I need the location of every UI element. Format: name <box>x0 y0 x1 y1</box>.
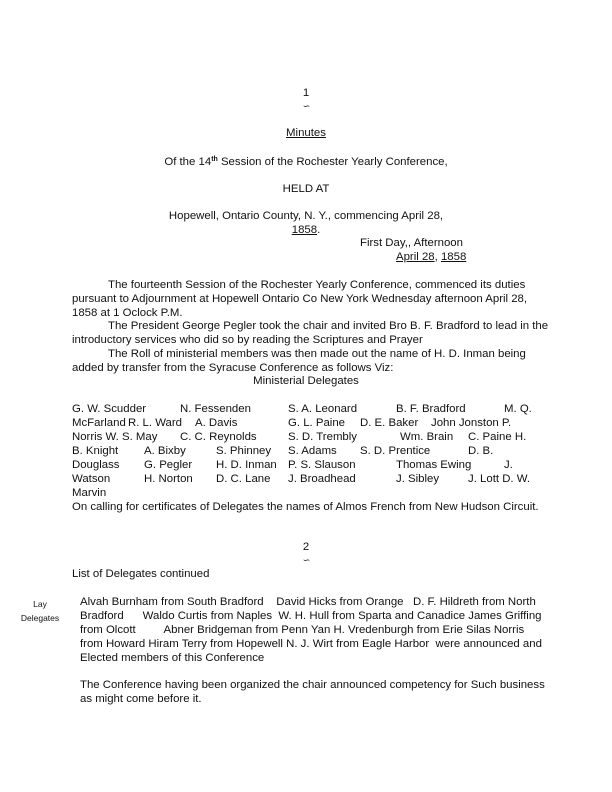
delegate-name: Wm. Brain <box>400 431 454 443</box>
delegate-row <box>72 473 530 487</box>
delegate-name: S. A. Leonard <box>288 403 358 415</box>
ornament-icon: ∽ <box>302 101 310 111</box>
held-at: HELD AT <box>282 183 330 195</box>
paragraph-2: The President George Pegler took the chair and invited Bro B. F. Bradford to lead in the introductory services who did so by reading the Scriptures and Prayer <box>72 320 549 346</box>
delegate-name: Marvin <box>72 487 107 499</box>
delegate-name: G. W. Scudder <box>72 403 147 415</box>
delegate-row <box>72 487 106 501</box>
delegate-name: A. Bixby <box>144 445 186 457</box>
delegate-name: Thomas Ewing <box>396 459 472 471</box>
delegate-name: M. Q. <box>504 403 532 415</box>
delegate-name: D. C. Lane <box>216 473 271 485</box>
delegate-name: C. Paine H. <box>468 431 527 443</box>
delegate-name: S. Adams <box>288 445 337 457</box>
year-line <box>0 224 612 236</box>
delegate-name: A. Davis <box>195 417 238 429</box>
subtitle-sup: th <box>211 156 218 163</box>
closing-paragraph: The Conference having been organized the chair announced competency for Such business as might come before it. <box>80 679 545 705</box>
delegate-name: C. C. Reynolds <box>180 431 257 443</box>
date-sep: , <box>434 251 441 263</box>
delegate-name: B. F. Bradford <box>396 403 466 415</box>
delegate-name: J. Lott D. W. <box>468 473 531 485</box>
year: 1858 <box>291 224 318 236</box>
lay-delegates-paragraph: Alvah Burnham from South Bradford David Hicks from Orange D. F. Hildreth from North Bradford Waldo Curtis from Naples W. H. Hull from Sparta and Canadice James Griffing from Olcott Abner Bridgeman from Penn Yan H. Vredenburgh from Erie Silas Norris from Howard Hiram Terry from Hopewell N. J. Wirt from Eagle Harbor were announced and Elected members of this Conference <box>80 596 546 664</box>
delegate-name: H. D. Inman <box>216 459 277 471</box>
certificates-paragraph: On calling for certificates of Delegates the names of Almos French from New Hudson Circuit. <box>72 501 539 513</box>
delegate-name: S. D. Prentice <box>360 445 431 457</box>
paragraph-1: The fourteenth Session of the Rochester Yearly Conference, commenced its duties pursuant to Adjournment at Hopewell Ontario Co New York Wednesday afternoon April 28, 1858 at 1 Oclock P.M. <box>72 279 528 319</box>
year-suffix: . <box>317 224 321 236</box>
heading-wrap <box>0 127 612 139</box>
ministerial-heading: Ministerial Delegates <box>253 375 359 387</box>
delegate-row <box>72 403 532 417</box>
day-label: First Day,, Afternoon <box>360 237 463 249</box>
delegate-row <box>72 431 526 445</box>
delegate-name: D. B. <box>468 445 494 457</box>
subtitle-post: Session of the Rochester Yearly Conference, <box>217 156 448 168</box>
delegate-name: R. L. Ward <box>128 417 183 429</box>
ornament-icon: ∽ <box>302 555 310 565</box>
delegate-name: J. Sibley <box>396 473 440 485</box>
delegate-name: Watson <box>72 473 111 485</box>
delegate-row <box>72 417 511 431</box>
date-year: 1858 <box>440 251 467 263</box>
delegate-name: D. E. Baker <box>360 417 419 429</box>
date-month: April 28 <box>396 251 435 263</box>
delegate-name: N. Fessenden <box>180 403 251 415</box>
delegate-name: G. Pegler <box>144 459 193 471</box>
side-label-lay: Lay <box>33 599 47 609</box>
delegate-name: J. Broadhead <box>288 473 356 485</box>
delegate-name: S. D. Trembly <box>288 431 357 443</box>
page-number-2: 2 <box>302 541 310 553</box>
delegate-row <box>72 459 513 473</box>
side-label <box>14 597 66 625</box>
subtitle <box>0 156 612 168</box>
delegate-name: J. <box>504 459 513 471</box>
delegate-name: Douglass <box>72 459 120 471</box>
delegate-name: P. S. Slauson <box>288 459 356 471</box>
document-heading: Minutes <box>286 127 326 139</box>
paragraph-3: The Roll of ministerial members was then made out the name of H. D. Inman being added by transfer from the Syracuse Conference as follows Viz: <box>72 348 526 374</box>
side-label-delegates: Delegates <box>20 613 60 623</box>
delegate-name: Norris W. S. May <box>72 431 158 443</box>
delegate-name: G. L. Paine <box>288 417 345 429</box>
page-number-1: 1 <box>302 87 310 99</box>
delegate-row <box>72 445 493 459</box>
date-line <box>396 251 466 263</box>
continued-heading: List of Delegates continued <box>72 568 210 580</box>
delegate-name: H. Norton <box>144 473 193 485</box>
delegate-name: B. Knight <box>72 445 119 457</box>
delegate-name: S. Phinney <box>216 445 272 457</box>
delegate-name: John Jonston P. <box>431 417 512 429</box>
delegate-name: McFarland <box>72 417 126 429</box>
location: Hopewell, Ontario County, N. Y., commencing April 28, <box>168 210 444 222</box>
subtitle-pre: Of the 14 <box>164 156 212 168</box>
